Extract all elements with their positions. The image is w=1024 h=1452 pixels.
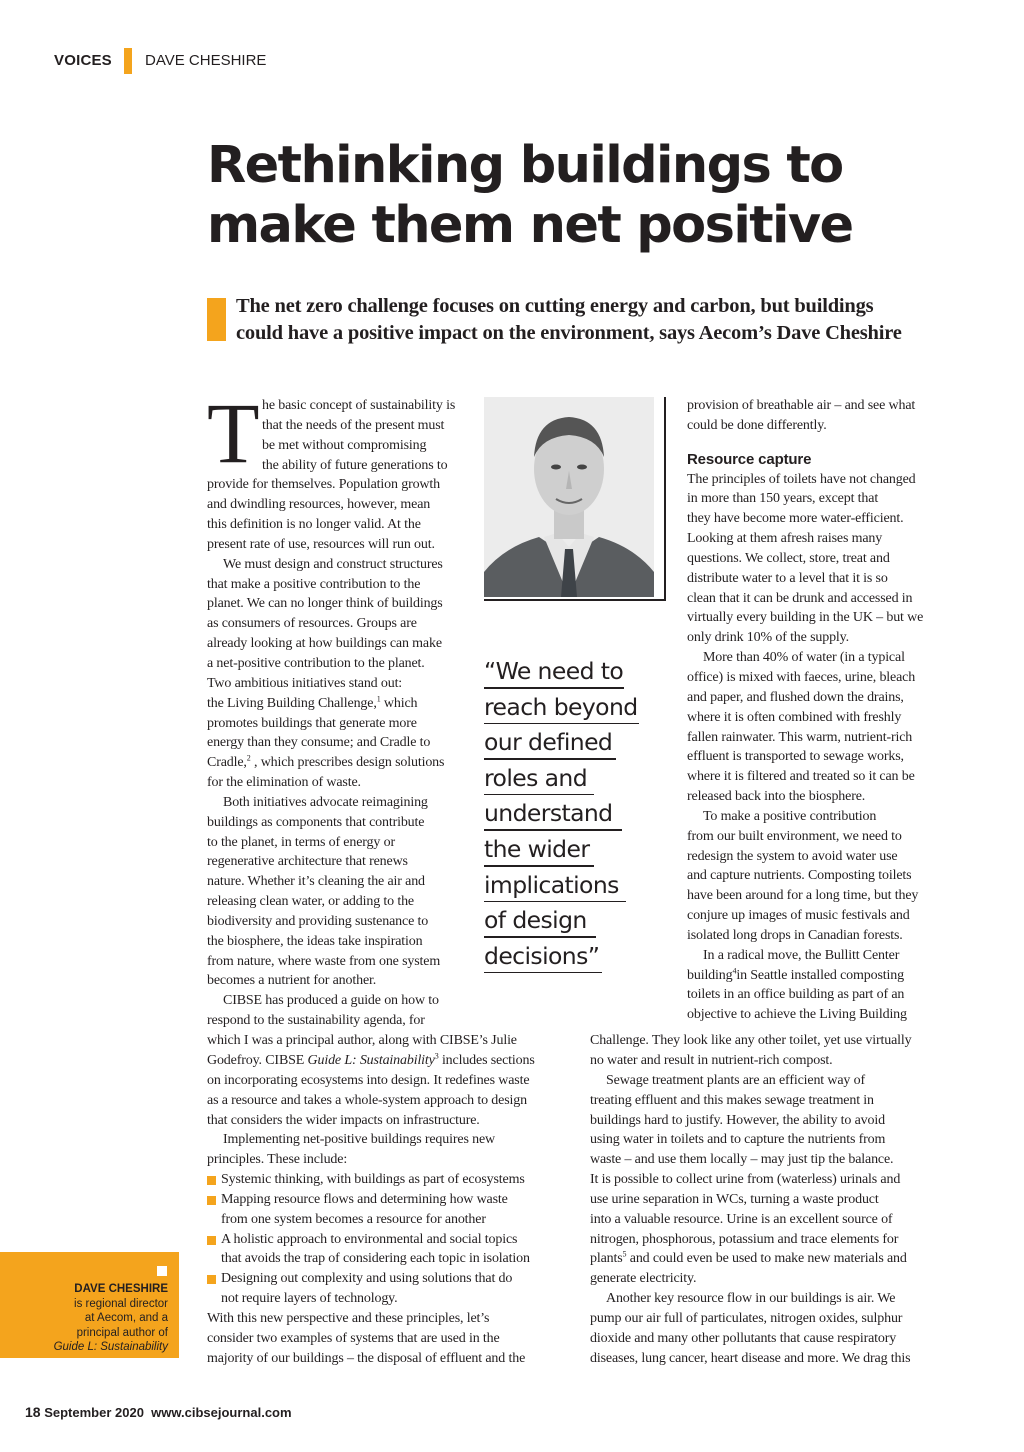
pull-quote-line	[484, 726, 644, 762]
body-text: , which prescribes design solutions	[250, 755, 445, 771]
pull-quote-text: decisions”	[484, 941, 600, 970]
footnote-ref: 4	[732, 965, 737, 975]
body-line: have been around for a long time, but they	[687, 888, 919, 904]
pull-quote-line	[484, 904, 644, 940]
body-line: regenerative architecture that renews	[207, 854, 408, 870]
body-text: includes sections	[438, 1053, 535, 1069]
standfirst	[236, 293, 976, 347]
bio-line: is regional director	[74, 1297, 168, 1310]
issue-date: September 2020	[44, 1405, 144, 1420]
body-line: already looking at how buildings can make	[207, 636, 442, 652]
footnote-ref: 2	[246, 753, 251, 763]
body-line: that considers the wider impacts on infrastructure.	[207, 1112, 480, 1128]
body-text: and could even be used to make new materials and	[626, 1251, 907, 1267]
pull-quote-text: roles and	[484, 763, 588, 792]
body-line: and dwindling resources, however, mean	[207, 497, 431, 513]
pull-quote-underline	[484, 865, 594, 867]
pull-quote-text: our defined	[484, 728, 613, 757]
body-line: waste – and use them locally – may just tip the balance.	[590, 1152, 894, 1168]
body-line: respond to the sustainability agenda, for	[207, 1013, 425, 1029]
body-line: for the elimination of waste.	[207, 775, 361, 791]
footnote-ref: 1	[376, 694, 381, 704]
body-line: to the planet, in terms of energy or	[207, 834, 395, 850]
body-line: nature. Whether it’s cleaning the air and	[207, 874, 425, 890]
bio-name: DAVE CHESHIRE	[74, 1283, 168, 1295]
standfirst-line	[236, 320, 976, 347]
body-line: the biosphere, the ideas take inspiration	[207, 933, 423, 949]
pull-quote-underline	[484, 687, 624, 689]
body-line: principles. These include:	[207, 1152, 348, 1168]
body-line: We must design and construct structures	[223, 556, 443, 572]
body-line: a net-positive contribution to the planet.	[207, 655, 425, 671]
body-line: distribute water to a level that it is so	[687, 570, 888, 586]
body-text: in Seattle installed composting	[736, 967, 904, 983]
body-line: office) is mixed with faeces, urine, bleach	[687, 669, 916, 685]
body-text: Cradle,	[207, 755, 247, 771]
wide-left-block	[207, 1031, 577, 1368]
body-line: as a resource and takes a whole-system approach to design	[207, 1092, 527, 1108]
body-line: released back into the biosphere.	[687, 789, 866, 805]
body-line: Looking at them afresh raises many	[687, 531, 883, 547]
body-line: in more than 150 years, except that	[687, 491, 879, 507]
bullet-item: Systemic thinking, with buildings as part of ecosystems	[207, 1170, 577, 1190]
body-line: conjure up images of music festivals and	[687, 908, 910, 924]
pull-quote-text: the wider	[484, 834, 590, 863]
pull-quote-underline	[484, 972, 602, 974]
column-1	[207, 475, 482, 1031]
pull-quote-text: of design	[484, 906, 587, 935]
bullet-item: Mapping resource flows and determining how waste	[207, 1190, 577, 1210]
body-line: becomes a nutrient for another.	[207, 973, 377, 989]
body-line: as consumers of resources. Groups are	[207, 616, 417, 632]
body-line: fallen rainwater. This warm, nutrient-rich	[687, 729, 913, 745]
column-1-dropcap-lines	[262, 396, 482, 475]
pull-quote-line	[484, 691, 644, 727]
body-line: this definition is no longer valid. At the	[207, 517, 421, 533]
bullet-continuation: from one system becomes a resource for another	[221, 1211, 486, 1227]
body-line: The principles of toilets have not changed	[687, 471, 916, 487]
pull-quote-text: understand	[484, 799, 613, 828]
portrait-illustration	[484, 397, 654, 597]
author-label: DAVE CHESHIRE	[145, 52, 267, 69]
body-line: nitrogen, phosphorous, potassium and trace elements for	[590, 1231, 899, 1247]
body-line: virtually every building in the UK – but we	[687, 610, 924, 626]
body-line: that make a positive contribution to the	[207, 576, 421, 592]
body-line: which I was a principal author, along with CIBSE’s Julie	[207, 1033, 517, 1049]
body-line	[207, 694, 482, 714]
subheading: Resource capture	[687, 450, 812, 468]
body-line: Another key resource flow in our buildings is air. We	[606, 1291, 896, 1307]
footnote-ref: 5	[622, 1249, 627, 1259]
body-line: no water and result in nutrient-rich compost.	[590, 1053, 833, 1069]
body-line: Challenge. They look like any other toilet, yet use virtually	[590, 1033, 912, 1049]
body-line	[687, 966, 942, 986]
standfirst-author-name: Dave Cheshire	[776, 322, 902, 344]
pull-quote-text: implications	[484, 870, 619, 899]
standfirst-text: could have a positive impact on the environment, says Aecom’s	[236, 322, 772, 344]
body-line: More than 40% of water (in a typical	[703, 650, 905, 666]
body-line: isolated long drops in Canadian forests.	[687, 927, 903, 943]
body-line	[207, 753, 482, 773]
standfirst-line: The net zero challenge focuses on cutting energy and carbon, but buildings	[236, 295, 874, 317]
body-line: promotes buildings that generate more	[207, 715, 417, 731]
headline-line: Rethinking buildings to	[207, 136, 843, 195]
pull-quote-underline	[484, 758, 616, 760]
body-line: only drink 10% of the supply.	[687, 630, 849, 646]
bio-guide-title: Guide L: Sustainability	[53, 1341, 168, 1353]
pull-quote-line	[484, 762, 644, 798]
body-line: CIBSE has produced a guide on how to	[223, 993, 439, 1009]
pull-quote-underline	[484, 723, 639, 725]
body-line: they have become more water-efficient.	[687, 511, 904, 527]
pull-quote-underline	[484, 901, 626, 903]
pull-quote-line	[484, 940, 644, 976]
column-3	[687, 396, 942, 1025]
body-line: To make a positive contribution	[703, 808, 877, 824]
body-line: he basic concept of sustainability is	[262, 398, 456, 413]
section-divider-bar	[124, 48, 132, 74]
body-line: present rate of use, resources will run out.	[207, 536, 435, 552]
bullet-continuation: that avoids the trap of considering each topic in isolation	[221, 1251, 530, 1267]
body-line: It is possible to collect urine from (waterless) urinals and	[590, 1172, 901, 1188]
author-bio	[54, 1282, 168, 1355]
body-line: on incorporating ecosystems into design. It redefines waste	[207, 1072, 530, 1088]
body-line: diseases, lung cancer, heart disease and more. We drag this	[590, 1350, 911, 1366]
pull-quote-line	[484, 833, 644, 869]
body-text: plants	[590, 1251, 623, 1267]
body-line: dioxide and many other pollutants that cause respiratory	[590, 1330, 897, 1346]
body-line: could be done differently.	[687, 417, 827, 433]
body-line: where it is often combined with freshly	[687, 709, 902, 725]
body-line: Sewage treatment plants are an efficient way of	[606, 1072, 865, 1088]
body-line: pump our air full of particulates, nitrogen oxides, sulphur	[590, 1311, 903, 1326]
body-line: buildings as components that contribute	[207, 814, 425, 830]
pull-quote	[484, 655, 644, 975]
frame-rule-vertical	[664, 397, 666, 599]
wide-right-block	[590, 1031, 950, 1368]
body-line: effluent is transported to sewage works,	[687, 749, 904, 765]
body-line: use urine separation in WCs, turning a waste product	[590, 1191, 879, 1207]
website-link[interactable]: www.cibsejournal.com	[151, 1405, 292, 1420]
body-line: Both initiatives advocate reimagining	[223, 794, 428, 810]
body-line: energy than they consume; and Cradle to	[207, 735, 431, 751]
bullet-continuation: not require layers of technology.	[221, 1291, 398, 1307]
body-line: consider two examples of systems that are used in the	[207, 1330, 500, 1346]
pull-quote-text: reach beyond	[484, 692, 638, 721]
guide-title: Guide L: Sustainability	[307, 1053, 435, 1069]
body-line: releasing clean water, or adding to the	[207, 894, 415, 910]
body-line: buildings hard to justify. However, the ability to avoid	[590, 1112, 885, 1128]
footnote-ref: 3	[434, 1051, 439, 1061]
pull-quote-line	[484, 655, 644, 691]
body-line: and capture nutrients. Composting toilets	[687, 868, 912, 884]
body-line: majority of our buildings – the disposal of effluent and the	[207, 1350, 526, 1366]
author-portrait-photo	[484, 397, 654, 597]
body-line: planet. We can no longer think of buildings	[207, 596, 443, 612]
author-bio-box	[0, 1252, 179, 1358]
body-text: building	[687, 967, 733, 983]
bullet-item: Designing out complexity and using solutions that do	[207, 1269, 577, 1289]
bio-line: at Aecom, and a	[84, 1312, 168, 1324]
body-line: treating effluent and this makes sewage treatment in	[590, 1092, 874, 1108]
body-line: Two ambitious initiatives stand out:	[207, 675, 403, 691]
pull-quote-text: “We need to	[484, 657, 624, 685]
standfirst-accent-bar	[207, 298, 226, 341]
headline	[207, 136, 987, 256]
body-line: be met without compromising	[262, 437, 427, 453]
body-line: With this new perspective and these principles, let’s	[207, 1311, 490, 1326]
pull-quote-line	[484, 797, 644, 833]
body-line: In a radical move, the Bullitt Center	[703, 947, 900, 963]
headline-line: make them net positive	[207, 196, 853, 255]
body-line: the ability of future generations to	[262, 457, 448, 473]
pull-quote-underline	[484, 936, 596, 938]
pull-quote-underline	[484, 829, 622, 831]
pull-quote-underline	[484, 794, 594, 796]
drop-cap: T	[207, 385, 260, 481]
body-line: generate electricity.	[590, 1271, 697, 1287]
body-line: that the needs of the present must	[262, 417, 445, 433]
body-text: Godefroy. CIBSE	[207, 1053, 308, 1069]
body-line: provide for themselves. Population growth	[207, 477, 440, 493]
body-line: clean that it can be drunk and accessed in	[687, 590, 913, 606]
body-line	[590, 1249, 950, 1269]
pull-quote-line	[484, 869, 644, 905]
spacer	[687, 436, 942, 450]
body-line: from nature, where waste from one system	[207, 953, 441, 969]
body-line: objective to achieve the Living Building	[687, 1007, 907, 1023]
body-text: which	[380, 695, 418, 711]
frame-rule-horizontal	[484, 599, 666, 601]
section-label: VOICES	[54, 52, 112, 69]
body-line: Implementing net-positive buildings requires new	[223, 1132, 495, 1148]
bio-line: principal author of	[76, 1326, 168, 1339]
body-line: where it is filtered and treated so it can be	[687, 769, 915, 785]
body-line: into a valuable resource. Urine is an excellent source of	[590, 1211, 893, 1227]
bullet-item: A holistic approach to environmental and social topics	[207, 1230, 577, 1250]
page-number: 18	[25, 1404, 41, 1420]
body-text: the Living Building Challenge,	[207, 695, 377, 711]
body-line: from our built environment, we need to	[687, 828, 902, 844]
body-line: using water in toilets and to capture the nutrients from	[590, 1132, 886, 1148]
body-line: questions. We collect, store, treat and	[687, 550, 890, 566]
body-line: toilets in an office building as part of an	[687, 987, 905, 1003]
body-line	[207, 1051, 577, 1071]
body-line: redesign the system to avoid water use	[687, 848, 898, 864]
page-footer	[25, 1404, 292, 1420]
bio-square-marker	[157, 1266, 167, 1276]
body-line: and paper, and flushed down the drains,	[687, 689, 904, 705]
body-line: provision of breathable air – and see what	[687, 398, 916, 413]
body-line: biodiversity and providing sustenance to	[207, 913, 429, 929]
